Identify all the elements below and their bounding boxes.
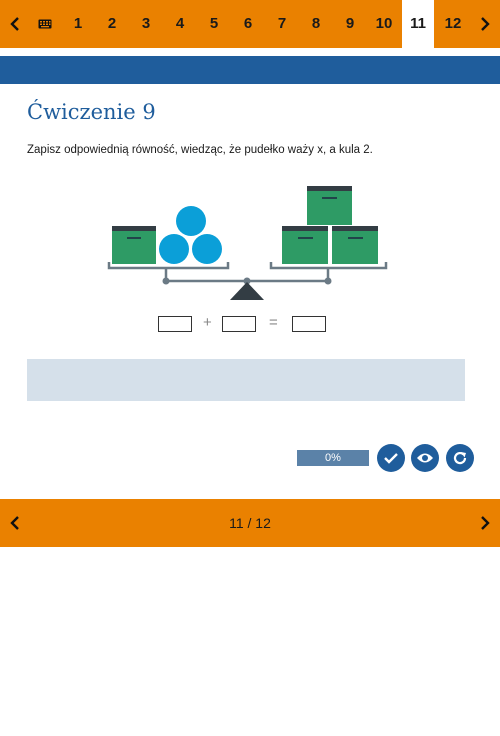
chevron-right-icon xyxy=(479,16,491,32)
reset-button[interactable] xyxy=(446,444,474,472)
plus-sign: + xyxy=(203,314,212,331)
chevron-right-icon xyxy=(479,515,491,531)
balance-scale-illustration xyxy=(100,180,400,304)
keyboard-toggle-button[interactable] xyxy=(30,0,60,48)
right-box-bottom-right xyxy=(332,226,378,264)
progress-bar xyxy=(297,450,369,466)
page-tab-6[interactable]: 6 xyxy=(243,15,253,32)
page-tab-10[interactable]: 10 xyxy=(375,15,393,32)
equation-input-1[interactable] xyxy=(158,316,192,332)
page-tab-2[interactable]: 2 xyxy=(107,15,117,32)
page-tab-11[interactable]: 11 xyxy=(402,0,434,48)
ball-bottom-left xyxy=(159,234,189,264)
feedback-area xyxy=(27,359,465,401)
progress-label: 0% xyxy=(325,452,341,464)
equation-input-2[interactable] xyxy=(222,316,256,332)
right-box-top xyxy=(307,186,352,225)
page-tab-3[interactable]: 3 xyxy=(141,15,151,32)
show-answer-button[interactable] xyxy=(411,444,439,472)
bottom-navigation xyxy=(0,499,500,547)
eye-icon xyxy=(416,452,434,464)
chevron-left-icon xyxy=(9,16,21,32)
page-tab-12[interactable]: 12 xyxy=(444,15,462,32)
page-tab-5[interactable]: 5 xyxy=(209,15,219,32)
header-band xyxy=(0,56,500,84)
checkmark-icon xyxy=(383,451,399,465)
page-tab-8[interactable]: 8 xyxy=(311,15,321,32)
prev-page-arrow[interactable] xyxy=(0,0,30,48)
bottom-next-arrow[interactable] xyxy=(470,499,500,547)
next-page-arrow[interactable] xyxy=(470,0,500,48)
page-tab-7[interactable]: 7 xyxy=(277,15,287,32)
fulcrum xyxy=(230,282,264,300)
equation-input-3[interactable] xyxy=(292,316,326,332)
ball-bottom-right xyxy=(192,234,222,264)
right-box-bottom-left xyxy=(282,226,328,264)
page-tab-4[interactable]: 4 xyxy=(175,15,185,32)
exercise-title: Ćwiczenie 9 xyxy=(27,100,156,124)
top-navigation xyxy=(0,0,500,48)
check-button[interactable] xyxy=(377,444,405,472)
exercise-instruction: Zapisz odpowiednią równość, wiedząc, że pudełko waży x, a kula 2. xyxy=(27,144,373,156)
equals-sign: = xyxy=(269,314,278,331)
refresh-icon xyxy=(452,450,468,466)
ball-top xyxy=(176,206,206,236)
left-box xyxy=(112,226,156,264)
page-indicator: 11 / 12 xyxy=(229,515,271,531)
page-tab-1[interactable]: 1 xyxy=(73,15,83,32)
keyboard-icon xyxy=(38,19,52,29)
page-tab-9[interactable]: 9 xyxy=(345,15,355,32)
